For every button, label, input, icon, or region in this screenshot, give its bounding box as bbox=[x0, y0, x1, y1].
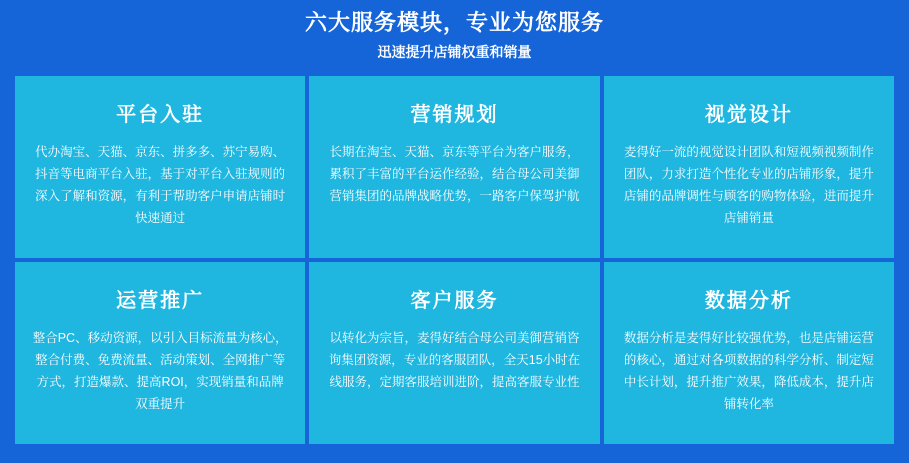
card-title: 客户服务 bbox=[410, 290, 499, 312]
card-title: 数据分析 bbox=[704, 290, 793, 312]
card-description: 长期在淘宝、天猫、京东等平台为客户服务，累积了丰富的平台运作经验，结合母公司美御营销集团的品牌战略优势，一路客户保驾护航 bbox=[329, 145, 580, 203]
card-title: 营销规划 bbox=[410, 104, 499, 126]
service-card-marketing-planning[interactable] bbox=[309, 76, 599, 258]
banner-header bbox=[0, 8, 909, 64]
card-title: 平台入驻 bbox=[116, 104, 205, 126]
card-description: 代办淘宝、天猫、京东、拼多多、苏宁易购、抖音等电商平台入驻，基于对平台入驻规则的深入了解和资源，有利于帮助客户申请店铺时快速通过 bbox=[35, 145, 286, 225]
service-card-data-analysis[interactable] bbox=[604, 262, 894, 444]
service-card-customer-service[interactable] bbox=[309, 262, 599, 444]
page-subtitle: 迅速提升店铺权重和销量 bbox=[377, 44, 532, 60]
service-card-grid bbox=[15, 76, 894, 444]
service-card-platform-entry[interactable] bbox=[15, 76, 305, 258]
card-description: 麦得好一流的视觉设计团队和短视频视频制作团队，力求打造个性化专业的店铺形象，提升店铺的品牌调性与顾客的购物体验，进而提升店铺销量 bbox=[623, 145, 874, 225]
card-description: 整合PC、移动资源，以引入目标流量为核心，整合付费、免费流量、活动策划、全网推广等方式，打造爆款、提高ROI，实现销量和品牌双重提升 bbox=[32, 331, 288, 411]
card-title: 视觉设计 bbox=[704, 104, 793, 126]
service-card-operation-promotion[interactable] bbox=[15, 262, 305, 444]
card-title: 运营推广 bbox=[116, 290, 205, 312]
card-description: 以转化为宗旨，麦得好结合母公司美御营销咨询集团资源，专业的客服团队，全天15小时在线服务，定期客服培训进阶，提高客服专业性 bbox=[328, 331, 581, 389]
service-card-visual-design[interactable] bbox=[604, 76, 894, 258]
page-title: 六大服务模块，专业为您服务 bbox=[304, 10, 604, 35]
card-description: 数据分析是麦得好比较强优势，也是店铺运营的核心，通过对各项数据的科学分析、制定短中长计划，提升推广效果，降低成本，提升店铺转化率 bbox=[623, 331, 874, 411]
